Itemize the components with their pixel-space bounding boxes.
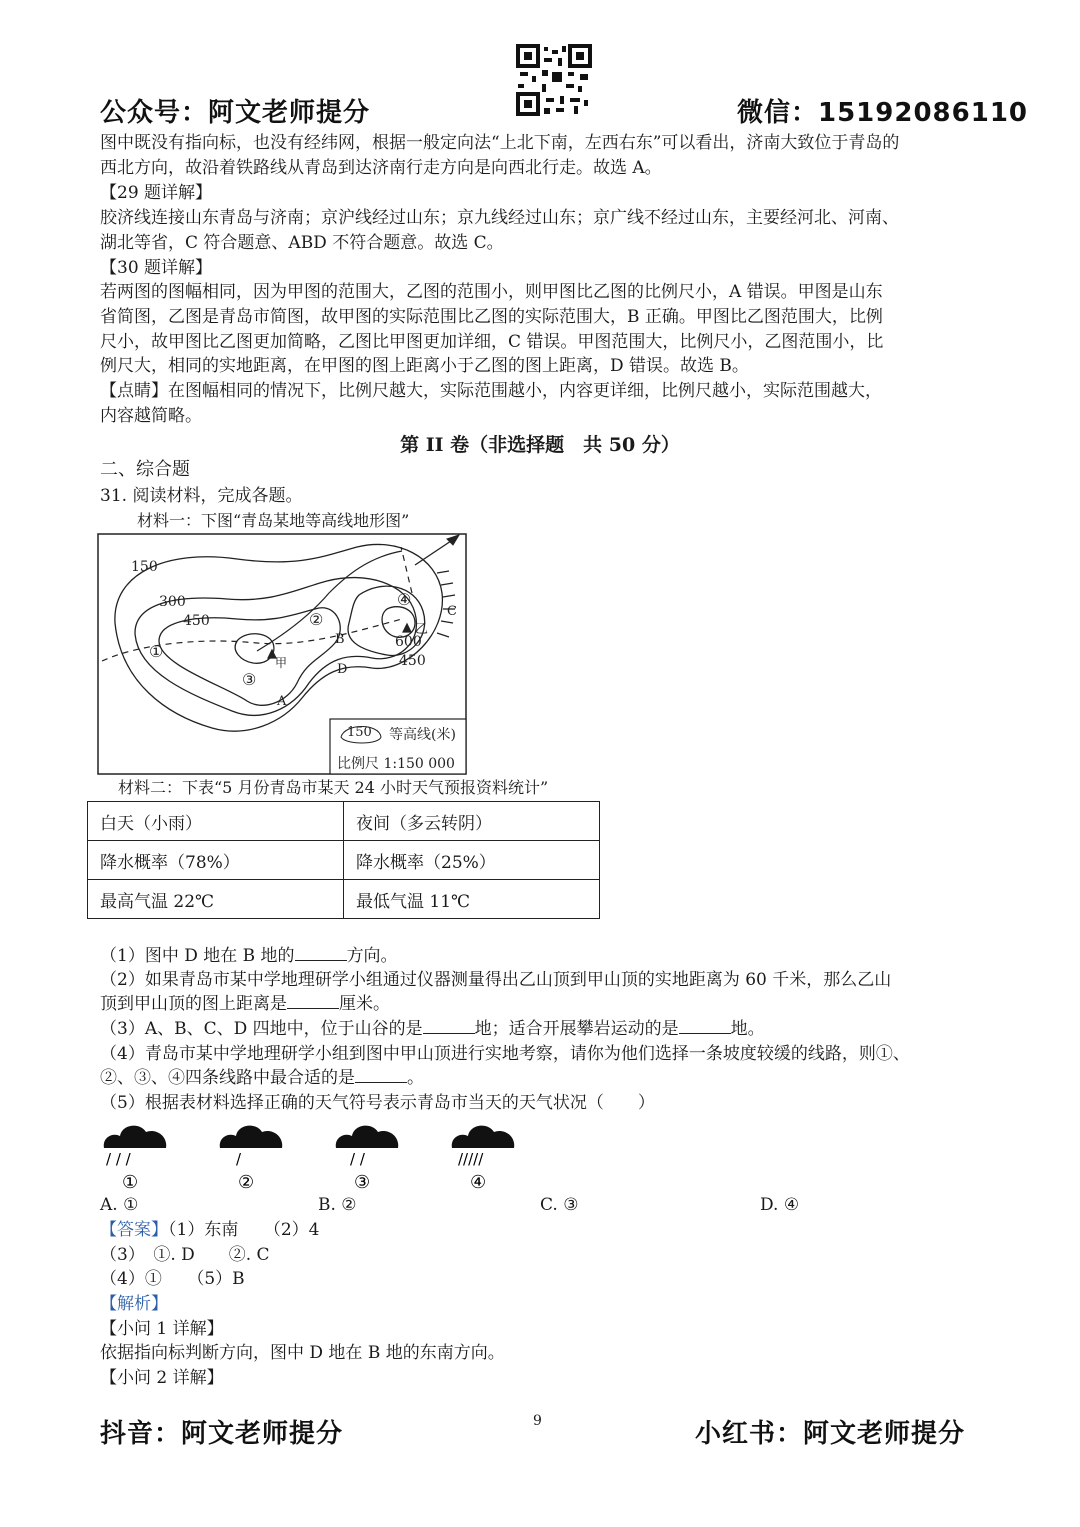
weather-symbol-4: [448, 1118, 518, 1194]
answer-line-2: （3） ①. D ②. C: [100, 1245, 270, 1265]
contour-label: 150: [131, 559, 158, 575]
text-line: 【点睛】在图幅相同的情况下，比例尺越大，实际范围越小，内容更详细，比例尺越小，实际范围越大，: [100, 381, 882, 401]
answer-blank: [679, 1018, 731, 1034]
question-4-line1: （4）青岛市某中学地理研学小组到图中甲山顶进行实地考察，请你为他们选择一条坡度较缓的线路，则①、: [100, 1044, 910, 1064]
question-1: （1）图中 D 地在 B 地的 方向。: [100, 946, 398, 966]
contour-label: 300: [159, 594, 186, 610]
route-number: ②: [309, 610, 324, 629]
table-cell: 最低气温 11℃: [344, 880, 600, 919]
scale-text: 比例尺 1:150 000: [337, 756, 455, 772]
route-number: ④: [397, 590, 412, 609]
route-number: ①: [149, 642, 164, 661]
answer-line-3: （4）① （5）B: [100, 1269, 245, 1289]
rain-cloud-icon: [448, 1118, 518, 1190]
table-cell: 夜间（多云转阴）: [344, 802, 600, 841]
text-line: 图中既没有指向标，也没有经纬网，根据一般定向法“上北下南，左西右东”可以看出，济南大致位于青岛的: [100, 133, 900, 153]
question-intro: 31. 阅读材料，完成各题。: [100, 486, 303, 506]
svg-text:④: ④: [470, 1172, 487, 1190]
route-4: [401, 547, 412, 593]
legend-text: 等高线(米): [389, 727, 456, 743]
table-cell: 降水概率（25%）: [344, 841, 600, 880]
weather-table: [87, 801, 600, 919]
route-number: ③: [242, 670, 257, 689]
section-heading: 二、综合题: [100, 459, 190, 480]
route-1: [102, 619, 402, 661]
legend-value: 150: [347, 725, 372, 740]
route-2: [257, 551, 402, 651]
table-cell: 白天（小雨）: [88, 802, 344, 841]
point-label: C: [447, 604, 457, 619]
question-4-line2: ②、③、④四条线路中最合适的是 。: [100, 1068, 424, 1088]
answer-blank: [355, 1067, 407, 1083]
material2-caption: 材料二：下表“5 月份青岛市某天 24 小时天气预报资料统计”: [118, 778, 549, 797]
footer-left: 抖音：阿文老师提分: [100, 1419, 344, 1449]
weather-symbol-1: [100, 1118, 170, 1194]
point-label: D: [337, 662, 348, 677]
analysis-line: 依据指向标判断方向，图中 D 地在 B 地的东南方向。: [100, 1343, 505, 1363]
text-line: 湖北等省，C 符合题意、ABD 不符合题意。故选 C。: [100, 233, 504, 253]
weather-symbol-2: [216, 1118, 286, 1194]
text-line: 内容越简略。: [100, 406, 202, 426]
contour-map: [97, 533, 467, 779]
qr-code: [516, 44, 592, 120]
point-label: B: [335, 632, 345, 647]
option-a: A. ①: [100, 1195, 139, 1215]
peak-label: 乙: [415, 622, 429, 637]
svg-text:①: ①: [122, 1172, 139, 1190]
text-line: 【30 题详解】: [100, 258, 213, 278]
table-row: [88, 802, 600, 841]
text-line: 西北方向，故沿着铁路线从青岛到达济南行走方向是向西北行走。故选 A。: [100, 158, 662, 178]
table-row: [88, 841, 600, 880]
footer-right: 小红书：阿文老师提分: [695, 1419, 966, 1449]
svg-text://///: /////: [458, 1150, 484, 1168]
answer-tag: 【答案】: [100, 1220, 168, 1240]
contour-label: 450: [183, 613, 210, 629]
svg-text:③: ③: [354, 1172, 371, 1190]
text-line: 例尺大，相同的实地距离，在甲图的图上距离小于乙图的图上距离，D 错误。故选 B。: [100, 356, 749, 376]
rain-cloud-icon: [100, 1118, 170, 1190]
text-line: 省简图，乙图是青岛市简图，故甲图的实际范围比乙图的实际范围大，B 正确。甲图比乙图范围大，比例: [100, 307, 883, 327]
peak-label: ▲: [267, 646, 277, 661]
option-b: B. ②: [318, 1195, 357, 1215]
svg-text:/: /: [236, 1150, 242, 1168]
option-c: C. ③: [540, 1195, 579, 1215]
contour-label: 600: [395, 634, 422, 650]
text-line: 【29 题详解】: [100, 183, 213, 203]
svg-text:②: ②: [238, 1172, 255, 1190]
svg-text:/ / /: / / /: [106, 1150, 131, 1168]
section-title: 第 II 卷（非选择题 共 50 分）: [400, 434, 680, 456]
question-2-line2: 顶到甲山顶的图上距离是 厘米。: [100, 994, 390, 1014]
question-2-line1: （2）如果青岛市某中学地理研学小组通过仪器测量得出乙山顶到甲山顶的实地距离为 60 千米，那么乙山: [100, 970, 892, 990]
page-number: 9: [533, 1413, 542, 1429]
answer-blank: [287, 993, 339, 1009]
peak-label: ▲: [402, 620, 412, 635]
text-line: 胶济线连接山东青岛与济南；京沪线经过山东；京九线经过山东；京广线不经过山东，主要经河北、河南、: [100, 208, 899, 228]
north-arrow-head: [447, 535, 459, 545]
contour-label: 450: [399, 653, 426, 669]
analysis-line: 【小问 1 详解】: [100, 1319, 224, 1339]
rain-cloud-icon: [332, 1118, 402, 1190]
header-right: 微信：15192086110: [737, 98, 1028, 128]
option-d: D. ④: [760, 1195, 800, 1215]
table-row: [88, 880, 600, 919]
rain-cloud-icon: [216, 1118, 286, 1190]
table-cell: 降水概率（78%）: [88, 841, 344, 880]
point-label: A: [277, 694, 287, 709]
text-line: 若两图的图幅相同，因为甲图的范围大，乙图的范围小，则甲图比乙图的比例尺小，A 错误。甲图是山东: [100, 282, 883, 302]
weather-symbol-3: [332, 1118, 402, 1194]
table-cell: 最高气温 22℃: [88, 880, 344, 919]
text-line: 尺小，故甲图比乙图更加简略，乙图比甲图更加详细，C 错误。甲图范围大，比例尺小，乙图范围小，比: [100, 332, 884, 352]
material1-caption: 材料一：下图“青岛某地等高线地形图”: [137, 511, 410, 530]
peak-label: 甲: [275, 656, 288, 670]
svg-text:/ /: / /: [350, 1150, 365, 1168]
answer-blank: [295, 945, 347, 961]
analysis-tag: 【解析】: [100, 1294, 168, 1314]
header-left: 公众号：阿文老师提分: [100, 98, 371, 128]
question-5: （5）根据表材料选择正确的天气符号表示青岛市当天的天气状况（ ）: [100, 1093, 655, 1113]
question-3: （3）A、B、C、D 四地中，位于山谷的是 地；适合开展攀岩运动的是 地。: [100, 1019, 765, 1039]
answer-blank: [423, 1018, 475, 1034]
analysis-line: 【小问 2 详解】: [100, 1368, 224, 1388]
answer-line-1: 【答案】（1）东南 （2）4: [100, 1220, 320, 1240]
